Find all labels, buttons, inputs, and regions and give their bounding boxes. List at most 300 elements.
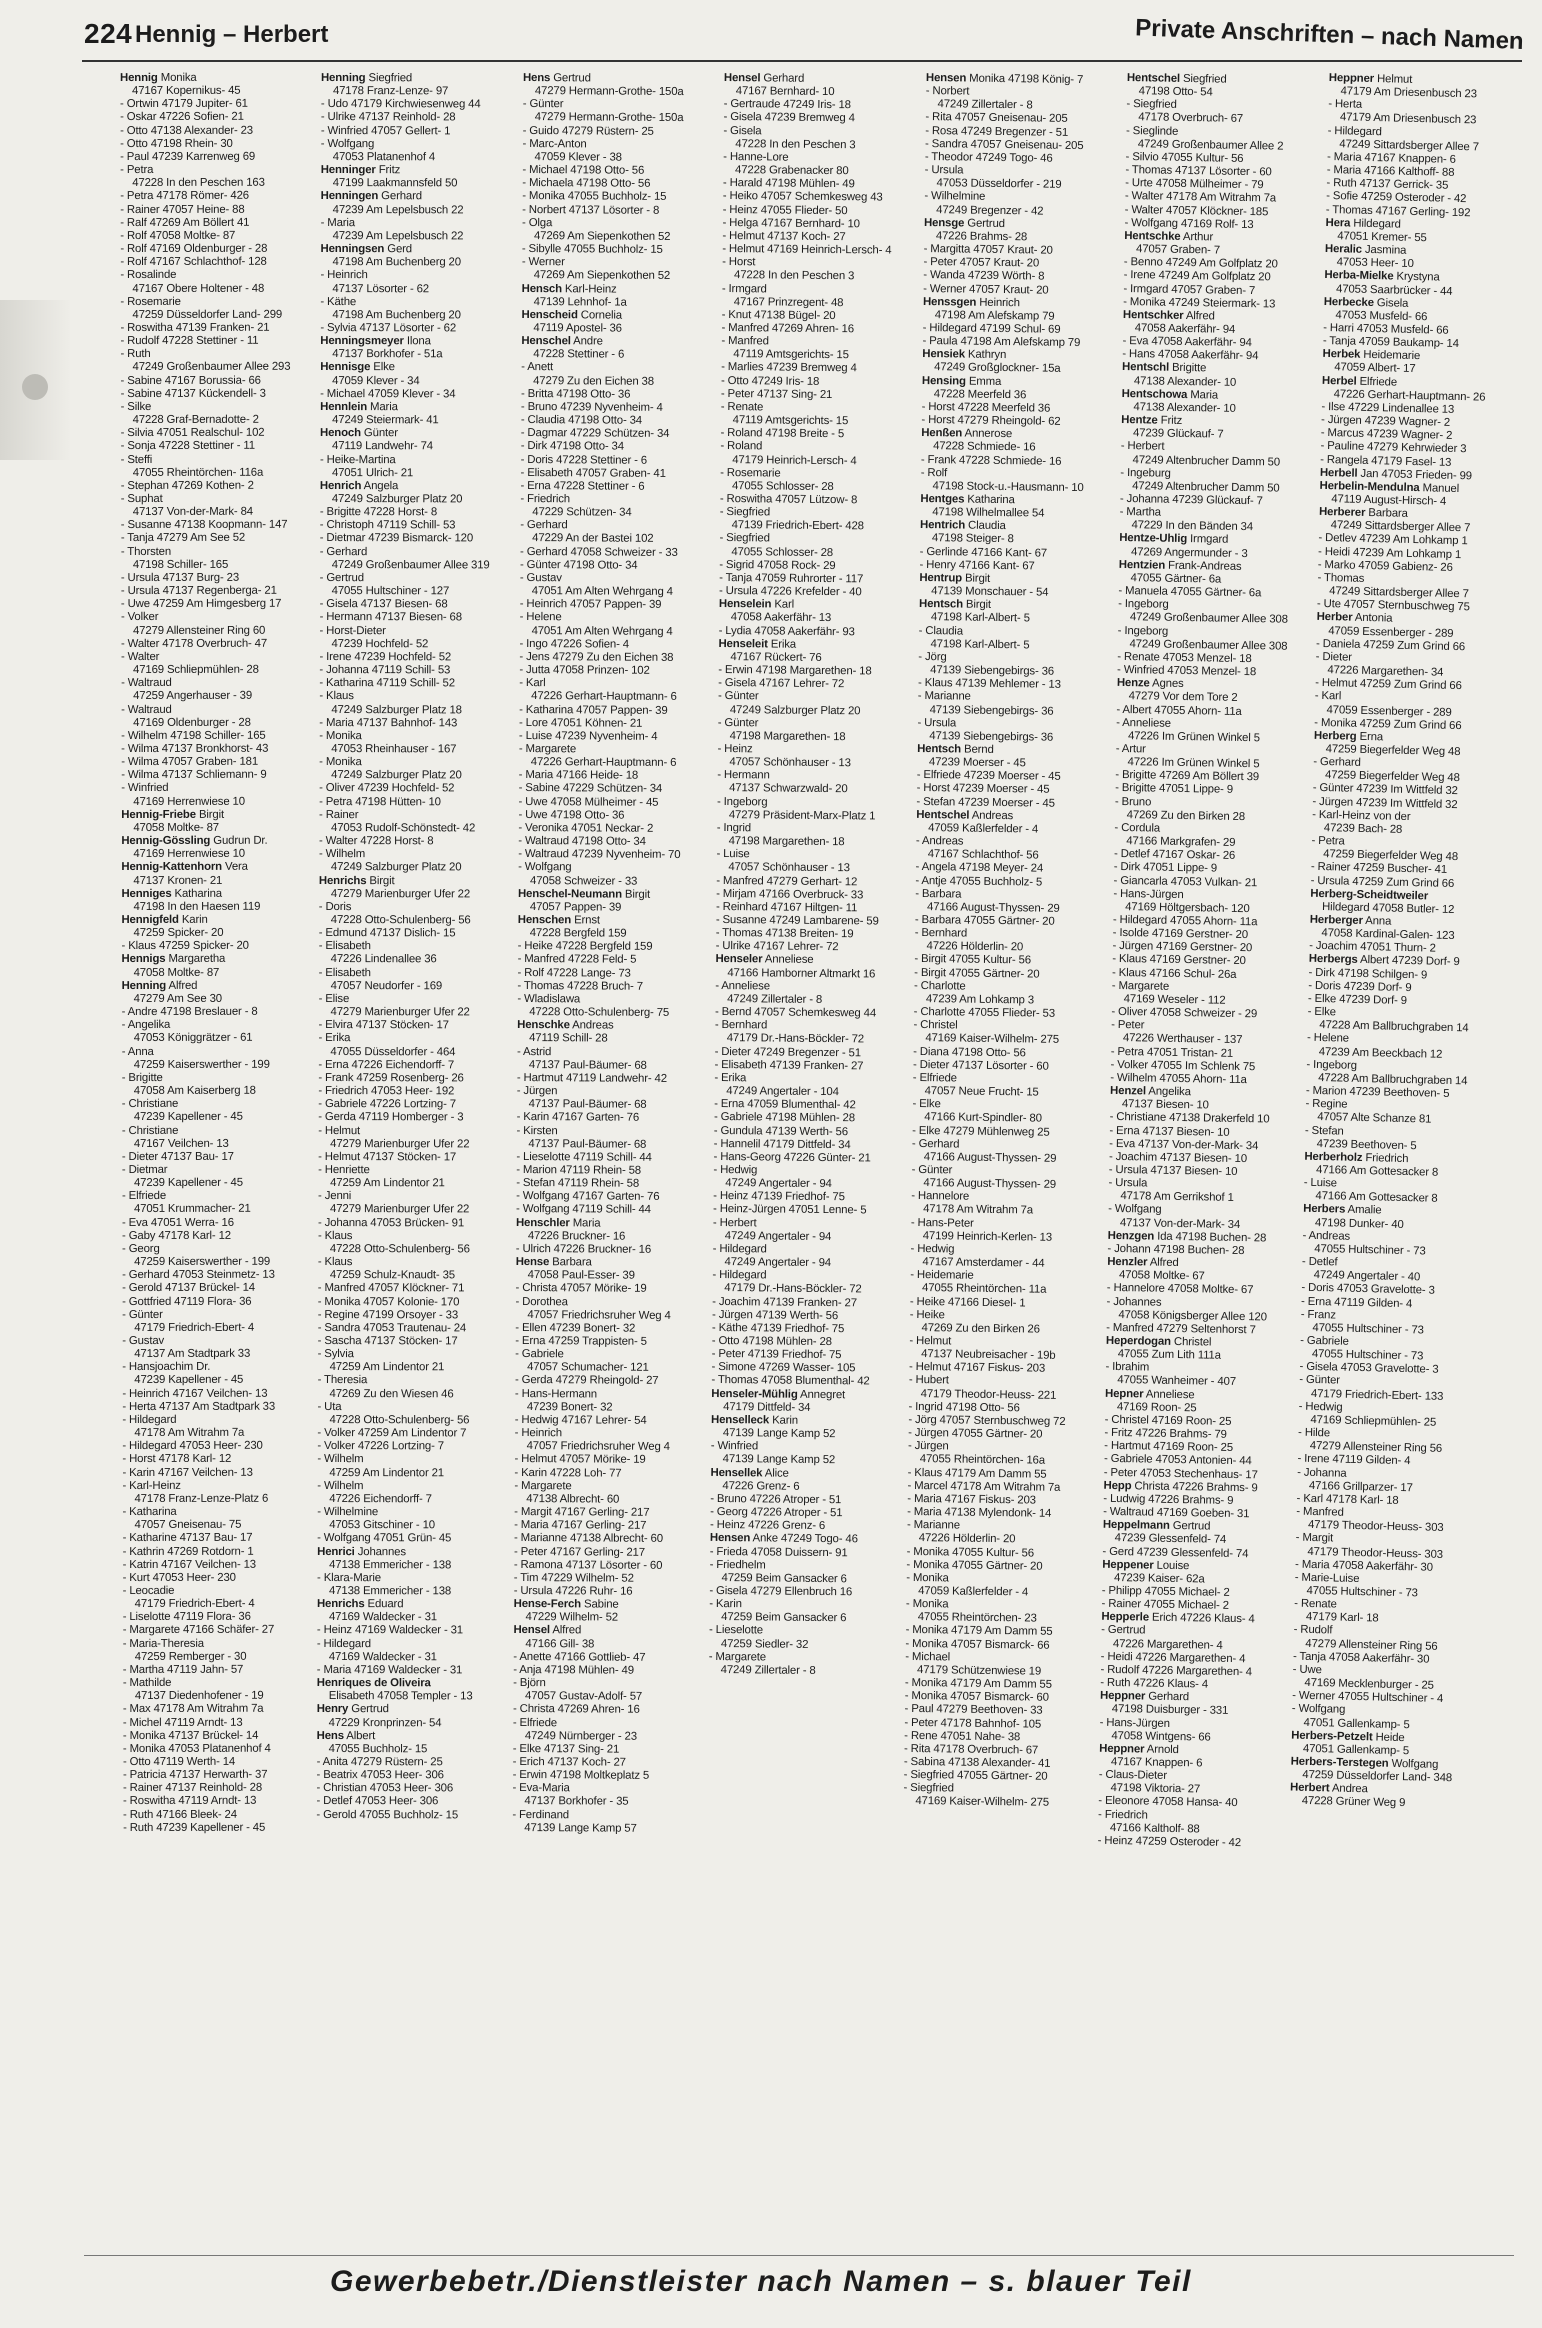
listing-entry: - Sabine 47137 Kückendell- 3 xyxy=(120,387,266,400)
listing-entry: - Detlef 47053 Heer- 306 xyxy=(316,1795,439,1808)
listing-entry: - Andreas xyxy=(915,834,964,848)
address-line: 47239 Am Lepelsbusch 22 xyxy=(333,203,464,216)
address-line: 47228 Meerfeld 36 xyxy=(933,387,1026,402)
listing-entry: - Käthe 47139 Friedhof- 75 xyxy=(712,1321,845,1336)
listing-entry: - Ulrike 47167 Lehrer- 72 xyxy=(715,940,839,954)
listing-entry: - Helmut 47057 Mörike- 19 xyxy=(514,1453,646,1467)
listing-entry: - Pauline 47279 Kehrwieder 3 xyxy=(1319,440,1467,456)
address-line: 47269 Angermunder - 3 xyxy=(1131,545,1248,560)
listing-entry: - Klaus 47179 Am Damm 55 xyxy=(907,1466,1047,1481)
listing-entry: - Philipp 47055 Michael- 2 xyxy=(1101,1584,1230,1599)
address-line: 47119 Amtsgerichts- 15 xyxy=(732,414,849,428)
address-line: 47055 Rheintörchen- 16a xyxy=(919,1453,1045,1468)
surname: Hentrup xyxy=(918,571,962,585)
listing-entry: - Heike 47228 Bergfeld 159 xyxy=(517,940,653,954)
address-line: 47249 Salzburger Platz 20 xyxy=(331,769,463,782)
listing-entry: - Heinz 47139 Friedhof- 75 xyxy=(713,1190,846,1204)
surname: Herbergs xyxy=(1308,953,1358,967)
listing-entry: - Frank 47259 Rosenberg- 26 xyxy=(318,1071,465,1085)
address-line: 47226 Im Grünen Winkel 5 xyxy=(1127,756,1260,771)
listing-entry: - Heinz 47259 Osteroder - 42 xyxy=(1097,1834,1242,1850)
address-line: 47179 Dr.-Hans-Böckler- 72 xyxy=(724,1282,862,1296)
entry-text: Alfred xyxy=(1147,1256,1179,1270)
listing-entry: - Heike xyxy=(909,1308,945,1322)
address-line: 47166 August-Thyssen- 29 xyxy=(923,1150,1057,1165)
listing-entry: - Werner 47057 Kraut- 20 xyxy=(922,282,1049,297)
listing-entry: - Dieter 47137 Lösorter - 60 xyxy=(912,1058,1049,1073)
listing-entry: - Winfried xyxy=(711,1440,759,1453)
listing-entry: - Peter 47057 Kraut- 20 xyxy=(923,256,1039,270)
listing-entry: - Claudia 47198 Otto- 34 xyxy=(520,414,642,427)
address-line: 47137 Biesen- 10 xyxy=(1121,1098,1209,1112)
listing-entry: - Margit 47167 Gerling- 217 xyxy=(514,1506,650,1519)
listing-entry: - Ursula 47137 Biesen- 10 xyxy=(1108,1163,1238,1178)
listing-entry: - Walter 47178 Am Witrahm 7a xyxy=(1124,190,1277,205)
address-line: 47279 Hermann-Grothe- 150a xyxy=(534,85,684,99)
address-line: 47249 Sittardsberger Allee 7 xyxy=(1338,138,1479,154)
listing-entry: - Hildegard xyxy=(712,1269,767,1282)
address-line: 47055 Hultschiner - 127 xyxy=(332,585,450,598)
address-line: 47179 Schützenwiese 19 xyxy=(916,1663,1041,1678)
surname-entry xyxy=(518,888,709,902)
listing-entry: - Tanja 47059 Ruhrorter - 117 xyxy=(719,571,864,586)
listing-entry: - Maria 47137 Bahnhof- 143 xyxy=(319,716,458,730)
listing-entry: - Manfred 47228 Feld- 5 xyxy=(517,953,637,967)
listing-entry: - Britta 47198 Otto- 36 xyxy=(520,387,631,401)
surname-entry xyxy=(317,1703,508,1717)
address-line: 47051 Gallenkamp- 5 xyxy=(1302,1716,1410,1731)
address-line: 47167 Knappen- 6 xyxy=(1110,1755,1203,1770)
listing-entry: - Christa 47057 Mörike- 19 xyxy=(515,1282,647,1296)
address-line: 47228 Stettiner - 6 xyxy=(533,348,625,361)
entry-text: Annegret xyxy=(797,1388,846,1401)
listing-entry: - Heidemarie xyxy=(909,1269,974,1282)
surname: Herbers xyxy=(1302,1203,1345,1217)
address-line: 47239 Am Lepelsbusch 22 xyxy=(332,229,464,243)
listing-entry: - Claudia xyxy=(918,624,963,638)
entry-text: Maria xyxy=(569,1216,601,1230)
listing-entry: - Johannes xyxy=(1106,1295,1162,1309)
listing-entry: - Anita 47279 Rüstern- 25 xyxy=(316,1755,444,1769)
page-number: 224 xyxy=(84,18,133,49)
address-line: 47239 Beethoven- 5 xyxy=(1316,1137,1417,1152)
surname: Hennig-Gössling xyxy=(121,834,211,848)
address-line: 47139 Lange Kamp 52 xyxy=(723,1427,836,1441)
entry-text: Alfred xyxy=(1183,309,1215,323)
listing-entry: - Ralf 47269 Am Böllert 41 xyxy=(120,216,250,229)
listing-entry: - Heinz 47169 Waldecker - 31 xyxy=(317,1624,464,1637)
listing-entry: - Hildegard xyxy=(712,1242,768,1256)
address-line: 47249 Großglockner- 15a xyxy=(933,361,1061,376)
name-range: Hennig – Herbert xyxy=(135,21,329,48)
listing-entry: - Michael 47198 Otto- 56 xyxy=(522,164,645,177)
address-line: 47259 Beim Gansacker 6 xyxy=(721,1571,848,1586)
address-line: 47169 Schliepmühlen- 28 xyxy=(133,663,259,677)
address-line: 47239 Am Beeckbach 12 xyxy=(1318,1045,1442,1061)
listing-entry: - Karin 47167 Garten- 76 xyxy=(516,1111,639,1125)
listing-entry: - Gerda 47119 Homberger - 3 xyxy=(318,1111,464,1124)
listing-entry: - Manfred 47269 Ahren- 16 xyxy=(721,321,855,336)
listing-entry: - Elke 47239 Dorf- 9 xyxy=(1307,992,1407,1007)
section-title: Private Anschriften – nach Namen xyxy=(1135,14,1525,55)
listing-entry: - Elke 47279 Mühlenweg 25 xyxy=(911,1124,1050,1139)
listing-entry: - Heidi 47226 Margarethen- 4 xyxy=(1100,1650,1246,1665)
listing-entry: - Johanna 47239 Glückauf- 7 xyxy=(1119,492,1263,508)
surname: Herberg xyxy=(1313,729,1357,743)
listing-entry: - Hedwig xyxy=(910,1242,955,1256)
address-line: 47138 Albrecht- 60 xyxy=(526,1492,620,1506)
address-line: 47169 Weseler - 112 xyxy=(1123,993,1226,1007)
listing-entry: - Maria 47166 Heide- 18 xyxy=(518,769,638,782)
entry-text: Maria xyxy=(1187,388,1219,402)
listing-entry: - Wilhelm xyxy=(319,848,366,861)
address-line: 47178 Franz-Lenze-Platz 6 xyxy=(134,1492,269,1505)
listing-entry: - Rudolf 47226 Margarethen- 4 xyxy=(1100,1663,1253,1679)
address-line: 47279 Marienburger Ufer 22 xyxy=(330,1137,470,1151)
address-line: 47228 In den Peschen 163 xyxy=(132,176,265,190)
entry-text: Margaretha xyxy=(165,953,226,966)
listing-entry: - Wolfgang 47167 Garten- 76 xyxy=(515,1190,660,1204)
listing-entry: - Birgit 47055 Kultur- 56 xyxy=(913,953,1031,967)
address-line: 47199 Laakmannsfeld 50 xyxy=(333,177,458,190)
address-line: 47055 Hultschiner - 73 xyxy=(1311,1348,1423,1363)
address-line: 47055 Buchholz- 15 xyxy=(329,1742,428,1756)
surname: Hensen xyxy=(925,72,966,85)
address-line: 47226 Hölderlin- 20 xyxy=(926,940,1023,954)
listing-entry: - Angela 47198 Meyer- 24 xyxy=(915,861,1043,875)
address-line: 47055 Hultschiner - 73 xyxy=(1311,1321,1424,1337)
listing-entry: - Petra 47198 Hütten- 10 xyxy=(319,795,442,808)
listing-entry: - Dirk 47198 Otto- 34 xyxy=(520,440,624,453)
address-line: 47198 Otto- 54 xyxy=(1138,85,1213,99)
listing-entry: - Ingeborg xyxy=(1305,1058,1357,1072)
listing-entry: - Gisela 47239 Bremweg 4 xyxy=(723,111,856,125)
address-line: 47249 Angertaler - 94 xyxy=(725,1177,833,1191)
listing-entry: - Gertrud xyxy=(1101,1624,1146,1637)
listing-entry: - Monika 47259 Zum Grind 66 xyxy=(1313,716,1462,732)
listing-entry: - Ingeborg xyxy=(1118,598,1169,612)
listing-entry: - Hildegard xyxy=(317,1637,372,1650)
listing-entry: - Ruth 47137 Gerrick- 35 xyxy=(1325,177,1448,192)
surname: Hentrich xyxy=(919,519,965,532)
listing-entry: - Knut 47138 Bügel- 20 xyxy=(721,308,836,322)
listing-entry: - Gerold 47137 Brückel- 14 xyxy=(122,1282,256,1295)
listing-entry: - Wilhelm xyxy=(317,1479,364,1492)
address-line: 47249 Großenbaumer Allee 308 xyxy=(1129,637,1288,653)
address-line: 47167 Veilchen- 13 xyxy=(133,1137,229,1150)
listing-entry: - Ferdinand xyxy=(512,1808,569,1821)
listing-entry: - Peter 47139 Friedhof- 75 xyxy=(711,1348,842,1362)
listing-entry: - Erna 47226 Eichendorff- 7 xyxy=(318,1058,455,1072)
listing-entry: - Heike-Martina xyxy=(320,453,397,466)
surname: Henrich xyxy=(320,479,362,492)
address-line: 47057 Graben- 7 xyxy=(1136,243,1221,257)
listing-entry: - Monika xyxy=(319,756,363,769)
listing-entry: - Tanja 47058 Aakerfähr- 30 xyxy=(1292,1650,1430,1666)
address-line: 47249 Altenbrucher Damm 50 xyxy=(1132,453,1281,469)
listing-entry: - Heinrich 47167 Veilchen- 13 xyxy=(122,1387,268,1400)
surname-entry xyxy=(319,875,510,889)
entry-text: Ilona xyxy=(404,335,432,348)
footer-note: Gewerbebetr./Dienstleister nach Namen – s. blauer Teil xyxy=(330,2265,1192,2298)
surname-entry xyxy=(320,480,511,494)
surname-entry xyxy=(517,1019,708,1033)
listing-entry: - Johanna xyxy=(1296,1466,1347,1480)
listing-entry: - Beatrix 47053 Heer- 306 xyxy=(316,1769,445,1782)
entry-text: Günter xyxy=(361,427,399,440)
listing-entry: - Karin xyxy=(709,1598,743,1611)
listing-entry: - Gerhard 47058 Schweizer - 33 xyxy=(519,545,678,559)
listing-entry: - Marie-Luise xyxy=(1294,1571,1360,1585)
listing-entry: - Hermann xyxy=(717,769,771,782)
surname: Henrici xyxy=(317,1545,356,1558)
listing-entry: - Jörg 47057 Sternbuschweg 72 xyxy=(907,1413,1066,1428)
listing-entry: - Georg 47226 Atroper - 51 xyxy=(710,1505,843,1520)
address-line: 47166 Markgrafen- 29 xyxy=(1126,835,1236,849)
listing-entry: - Ruth 47226 Klaus- 4 xyxy=(1100,1676,1209,1691)
listing-entry: - Ilse 47229 Lindenallee 13 xyxy=(1320,400,1454,416)
listing-entry: - Stephan 47269 Kothen- 2 xyxy=(120,479,254,492)
listing-entry: - Waltraud 47198 Otto- 34 xyxy=(518,835,646,848)
listing-entry: - Hubert xyxy=(908,1374,949,1387)
entry-text: Birgit xyxy=(195,808,225,821)
listing-entry: - Erna 47119 Gilden- 4 xyxy=(1300,1295,1412,1310)
listing-entry: - Wilma 47137 Schliemann- 9 xyxy=(121,769,267,782)
address-line: 47058 Moltke- 67 xyxy=(1119,1269,1205,1283)
address-line: 47226 Hölderlin- 20 xyxy=(918,1532,1016,1546)
address-line: 47249 Sittardsberger Allee 7 xyxy=(1328,585,1469,601)
listing-entry: - Manfred 47279 Seltenhorst 7 xyxy=(1106,1321,1256,1337)
address-line: 47239 Am Lohkamp 3 xyxy=(925,993,1034,1007)
listing-entry: - Henriette xyxy=(318,1163,371,1177)
listing-entry: - Detlef xyxy=(1301,1255,1338,1269)
listing-entry: - Ursula 47137 Regenberga- 21 xyxy=(120,584,277,598)
address-line: 47229 Wilhelm- 52 xyxy=(525,1611,618,1624)
address-line: 47179 Friedrich-Ebert- 4 xyxy=(134,1321,255,1334)
listing-entry: - Peter xyxy=(1111,1019,1145,1032)
address-line: 47055 Rheintörchen- 116a xyxy=(132,466,264,479)
entry-text: Arnold xyxy=(1144,1743,1179,1756)
address-line: 47249 Sittardsberger Allee 7 xyxy=(1330,519,1470,535)
surname: Henry xyxy=(317,1703,349,1716)
listing-entry: - Hedwig xyxy=(713,1163,758,1177)
surname-entry xyxy=(716,953,908,968)
surname: Hentschke xyxy=(1124,229,1181,243)
address-line: 47051 Am Alten Wehrgang 4 xyxy=(531,624,673,638)
listing-entry: - Gottfried 47119 Flora- 36 xyxy=(122,1295,252,1308)
listing-entry: - Manuela 47055 Gärtner- 6a xyxy=(1118,585,1262,600)
address-line: 47249 Angertaler - 94 xyxy=(725,1229,832,1243)
address-line: 47239 Hochfeld- 52 xyxy=(331,637,429,651)
entry-text: Karin xyxy=(178,913,208,926)
entry-text: Erich 47226 Klaus- 4 xyxy=(1148,1611,1255,1626)
listing-entry: - Ursula 47259 Zum Grind 66 xyxy=(1310,874,1454,890)
listing-entry: - Antje 47055 Buchholz- 5 xyxy=(915,874,1042,889)
entry-text: Birgit xyxy=(962,598,991,612)
listing-entry: - Rainer 47057 Heine- 88 xyxy=(120,203,245,216)
entry-text: Erna xyxy=(1355,730,1383,744)
surname: Herbek xyxy=(1321,348,1360,362)
thumb-index-marker xyxy=(22,374,48,400)
surname: Hensen xyxy=(710,1532,751,1545)
listing-entry: - Eva 47051 Werra- 16 xyxy=(121,1216,234,1229)
address-line: 47055 Wanheimer - 407 xyxy=(1117,1374,1237,1389)
address-line: 47058 Wintgens- 66 xyxy=(1111,1729,1211,1744)
listing-entry: - Theodor 47249 Togo- 46 xyxy=(924,150,1053,165)
listing-entry: - Rudolf 47228 Stettiner - 11 xyxy=(120,334,259,348)
listing-entry: - Ellen 47239 Bonert- 32 xyxy=(515,1321,636,1335)
listing-entry: - Maria 47169 Waldecker - 31 xyxy=(317,1663,463,1677)
address-line: 47179 Theodor-Heuss- 303 xyxy=(1306,1545,1443,1561)
address-line: 47057 Gneisenau- 75 xyxy=(134,1518,242,1532)
listing-entry: - Irene 47119 Gilden- 4 xyxy=(1296,1453,1411,1468)
listing-entry: - Edmund 47137 Dislich- 15 xyxy=(319,927,456,940)
address-line: 47259 Remberger - 30 xyxy=(134,1650,247,1663)
listing-entry: - Maria 47138 Mylendonk- 14 xyxy=(906,1505,1052,1520)
listing-entry: - Elisabeth 47139 Franken- 27 xyxy=(714,1058,864,1073)
entry-text: Hildegard xyxy=(1349,217,1401,231)
listing-entry: - Margitta 47057 Kraut- 20 xyxy=(923,243,1053,257)
listing-entry: - Sonja 47228 Stettiner - 11 xyxy=(120,440,255,453)
address-line: 47259 Am Lindentor 21 xyxy=(330,1361,445,1374)
surname-entry xyxy=(317,1598,508,1612)
address-line: 47269 Am Siepenkothen 52 xyxy=(533,269,671,283)
listing-entry: - Ursula 47137 Burg- 23 xyxy=(120,571,240,584)
listing-entry: - Günter 47239 Im Wittfeld 32 xyxy=(1312,782,1458,798)
address-line: 47169 Waldecker - 31 xyxy=(329,1650,438,1664)
listing-entry: - Wolfgang 47169 Rolf- 13 xyxy=(1124,216,1254,231)
listing-entry: - Rolf xyxy=(920,466,947,479)
entry-text: Anke 47249 Togo- 46 xyxy=(750,1532,859,1546)
surname: Henschke xyxy=(516,1019,570,1032)
listing-entry: - Gerhard xyxy=(320,545,368,558)
address-line: 47198 Am Buchenberg 20 xyxy=(332,256,462,269)
address-line: 47226 Werthauser - 137 xyxy=(1122,1032,1243,1047)
entry-text: Louise xyxy=(1153,1559,1190,1572)
address-line: 47057 Alte Schanze 81 xyxy=(1316,1111,1431,1126)
footer-divider xyxy=(84,2255,1514,2256)
entry-text: Christel xyxy=(1170,1335,1212,1349)
listing-entry: - Marcel 47178 Am Witrahm 7a xyxy=(907,1479,1061,1494)
listing-entry: - Christiane xyxy=(121,1098,179,1111)
address-line: Hildegard 47058 Butler- 12 xyxy=(1321,900,1454,916)
listing-entry: - Hans-Hermann xyxy=(514,1387,597,1401)
listing-entry: - Thomas 47058 Blumenthal- 42 xyxy=(711,1374,870,1388)
listing-entry: - Wladislawa xyxy=(517,992,580,1006)
address-line: 47167 Rückert- 76 xyxy=(730,650,822,664)
listing-entry: - Olga xyxy=(521,216,553,229)
address-line: 47119 Landwehr- 74 xyxy=(332,440,434,453)
listing-entry: - Gerlinde 47166 Kant- 67 xyxy=(919,545,1047,560)
address-line: 47059 Klever - 34 xyxy=(332,374,421,387)
address-line: 47239 Kaiser- 62a xyxy=(1114,1571,1205,1586)
address-line: 47259 Schulz-Knaudt- 35 xyxy=(330,1269,456,1282)
surname-entry xyxy=(523,72,714,86)
address-line: 47169 Waldecker - 31 xyxy=(329,1611,438,1624)
listing-entry: - Monika xyxy=(905,1597,949,1611)
listing-entry: - Christel xyxy=(913,1019,958,1032)
listing-entry: - Rainer 47259 Buscher- 41 xyxy=(1310,861,1447,877)
listing-entry: - Ulrike 47137 Reinhold- 28 xyxy=(321,111,456,124)
address-line: 47055 Hultschiner - 73 xyxy=(1305,1584,1418,1600)
listing-entry: - Paul 47279 Beethoven- 33 xyxy=(904,1703,1043,1718)
address-line: 47169 Kaiser-Wilhelm- 275 xyxy=(914,1795,1049,1810)
listing-entry: - Hannelore xyxy=(910,1190,969,1203)
address-line: 47249 Zillertaler - 8 xyxy=(727,993,823,1006)
address-line: 47166 Am Gottesacker 8 xyxy=(1315,1163,1438,1179)
address-line: 47239 Glückauf- 7 xyxy=(1133,427,1224,441)
address-line: 47055 Düsseldorfer - 464 xyxy=(330,1045,456,1058)
listing-entry: - Gerd 47239 Glessenfeld- 74 xyxy=(1102,1545,1249,1560)
listing-entry: - Sylvia 47137 Lösorter - 62 xyxy=(320,321,457,335)
address-line: 47166 Kurt-Spindler- 80 xyxy=(923,1111,1042,1125)
listing-entry: - Monika 47057 Bismarck- 66 xyxy=(905,1637,1050,1652)
surname-entry xyxy=(121,835,312,848)
listing-entry: - Brigitte 47051 Lippe- 9 xyxy=(1115,782,1234,797)
listing-entry: - Siegfried xyxy=(903,1782,954,1795)
address-line: 47259 Am Lindentor 21 xyxy=(329,1466,445,1479)
address-line: 47139 Monschauer - 54 xyxy=(930,585,1049,599)
address-line: 47178 Am Witrahm 7a xyxy=(922,1203,1033,1217)
listing-entry: - Claus-Dieter xyxy=(1098,1768,1168,1783)
listing-entry: - Hans 47058 Aakerfähr- 94 xyxy=(1122,348,1259,363)
surname: Henschler xyxy=(515,1216,570,1229)
listing-entry: - Uwe 47198 Otto- 36 xyxy=(518,808,625,822)
listing-entry: - Charlotte xyxy=(913,979,966,993)
listing-entry: - Helga 47167 Bernhard- 10 xyxy=(722,216,861,231)
listing-entry: - Elke 47137 Sing- 21 xyxy=(512,1742,620,1756)
listing-entry: - Karl xyxy=(1314,690,1341,703)
address-line: 47279 Zu den Eichen 38 xyxy=(532,374,654,388)
address-line: 47259 Biegerfelder Weg 48 xyxy=(1324,769,1460,785)
listing-entry: - Erika xyxy=(714,1071,747,1085)
address-line: 47169 Herrenwiese 10 xyxy=(133,795,245,808)
listing-entry: - Michaela 47198 Otto- 56 xyxy=(522,177,651,191)
listing-entry: - Dirk 47051 Lippe- 9 xyxy=(1113,861,1218,875)
listing-entry: - Roland xyxy=(720,440,763,453)
address-line: 47228 In den Peschen 3 xyxy=(734,269,855,283)
listing-entry: - Johann 47198 Buchen- 28 xyxy=(1107,1242,1245,1258)
listing-entry: - Waltraud 47169 Goeben- 31 xyxy=(1103,1505,1250,1521)
listing-entry: - Heidi 47239 Am Lohkamp 1 xyxy=(1317,545,1461,561)
entry-text: Anna xyxy=(1362,914,1391,928)
listing-entry: - Erna 47059 Blumenthal- 42 xyxy=(714,1098,857,1112)
listing-entry: - Sabina 47138 Alexander- 41 xyxy=(903,1755,1051,1770)
surname: Henschen xyxy=(517,913,571,927)
entry-text: Karl xyxy=(771,598,795,611)
address-line: 47167 Prinzregent- 48 xyxy=(734,295,844,309)
listing-entry: - Paula 47198 Am Alefskamp 79 xyxy=(922,335,1080,350)
surname: Herbecke xyxy=(1323,295,1374,309)
listing-entry: - Ingo 47226 Sofien- 4 xyxy=(519,637,629,651)
listing-entry: - Stefan xyxy=(1304,1124,1344,1138)
surname: Hennig xyxy=(120,71,158,84)
entry-text: Christa 47226 Brahms- 9 xyxy=(1131,1479,1258,1495)
surname: Henningen xyxy=(321,190,379,203)
listing-entry: - Helmut 47259 Zum Grind 66 xyxy=(1314,677,1462,693)
listing-entry: - Hedwig 47167 Lehrer- 54 xyxy=(514,1413,647,1427)
entry-text: Bernd xyxy=(960,743,994,756)
address-line: 47228 Am Ballbruchgraben 14 xyxy=(1317,1071,1468,1088)
address-line: 47137 Von-der-Mark- 84 xyxy=(132,505,253,519)
entry-text: Sabine xyxy=(580,1598,619,1611)
listing-entry: - Luise 47239 Nyvenheim- 4 xyxy=(518,729,658,743)
surname: Henscheid xyxy=(521,308,578,322)
listing-entry: - Erna 47259 Trappisten- 5 xyxy=(515,1334,647,1348)
address-line: 47059 Essenberger - 289 xyxy=(1327,624,1454,640)
listing-entry: - Dieter xyxy=(1315,650,1352,664)
listing-entry: - Luise xyxy=(1303,1176,1337,1190)
